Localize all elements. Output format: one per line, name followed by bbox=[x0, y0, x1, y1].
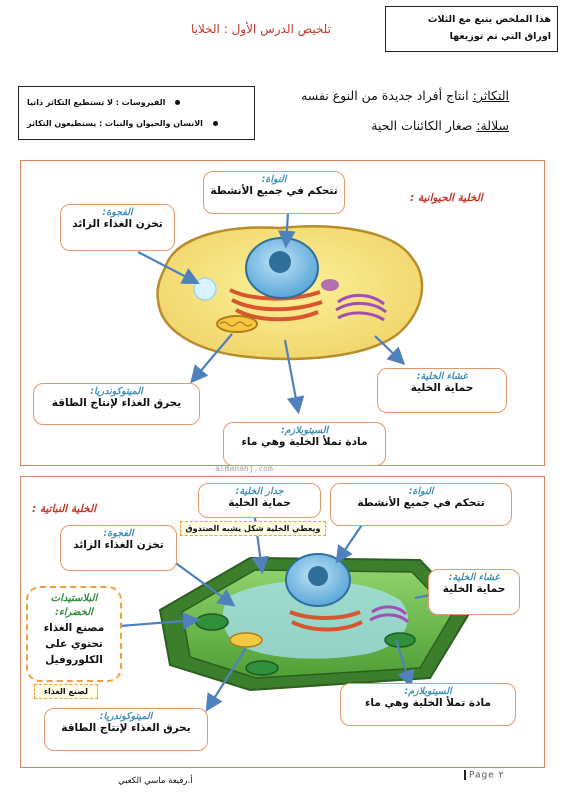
animal-cell-label: الخلية الحيوانية : bbox=[410, 192, 483, 204]
callout-head: النواة: bbox=[261, 174, 287, 185]
callout-head: جدار الخلية: bbox=[235, 486, 284, 497]
callout-body: يحرق الغذاء لإنتاج الطاقة bbox=[51, 397, 182, 409]
top-note-line1: هذا الملخص يتبع مع الثلاث bbox=[427, 14, 551, 25]
callout-head: السيتوبلازم: bbox=[404, 686, 452, 697]
callout-head: الفجوة: bbox=[103, 528, 134, 539]
callout-body: حماية الخلية bbox=[442, 583, 506, 595]
callout-body: تخزن الغذاء الزائد bbox=[72, 218, 163, 230]
callout-head: النواة: bbox=[408, 486, 434, 497]
chloroplast-callout bbox=[26, 586, 122, 682]
chloroplast-note: لصنع الغذاء bbox=[34, 684, 98, 699]
callout-body: يحرق الغذاء لإنتاج الطاقة bbox=[61, 722, 191, 734]
callout-body: مصنع الغذاء bbox=[43, 622, 105, 634]
chloroplast bbox=[196, 614, 228, 630]
divider bbox=[464, 770, 466, 780]
animal-membrane-callout bbox=[377, 368, 507, 413]
callout-head: الميتوكوندريا: bbox=[99, 711, 153, 722]
top-note-line2: اوراق التي تم توزيعها bbox=[449, 31, 551, 42]
plant-mitochondria-callout bbox=[44, 708, 208, 751]
plant-cell-diagram bbox=[160, 554, 470, 690]
virus-item-text: الفيروسات : لا تستطيع التكاثر ذاتيا bbox=[27, 98, 166, 107]
lesson-title: تلخيص الدرس الأول : الخلايا bbox=[191, 22, 331, 36]
plant-cell-wall-callout bbox=[198, 483, 321, 518]
animal-vacuole bbox=[194, 278, 216, 300]
animal-vacuole-callout bbox=[60, 204, 175, 251]
callout-head: الميتوكوندريا: bbox=[90, 386, 143, 397]
plant-cell-label: الخلية النباتية : bbox=[32, 503, 97, 515]
callout-head: الفجوة: bbox=[102, 207, 133, 218]
callout-body: مادة تملأ الخلية وهي ماء bbox=[241, 436, 368, 448]
strain-term: سلالة: bbox=[476, 118, 509, 133]
plant-nucleus-callout bbox=[330, 483, 512, 526]
watermark: almanahj.com bbox=[215, 464, 273, 473]
callout-head: الخضراء: bbox=[55, 607, 93, 618]
callout-body: الكلوروفيل bbox=[45, 654, 103, 666]
callout-body: تتحكم في جميع الأنشطة bbox=[210, 185, 338, 197]
organisms-item-text: الانسان والحيوان والنبات : يستطيعون التكاثر bbox=[27, 119, 203, 128]
animal-cell-diagram bbox=[157, 226, 422, 359]
animal-mitochondria bbox=[217, 316, 257, 332]
animal-cytoplasm-callout bbox=[223, 422, 386, 466]
callout-head: البلاستيدات bbox=[50, 593, 98, 604]
callout-head: السيتوبلازم: bbox=[280, 425, 329, 436]
callout-body: تتحكم في جميع الأنشطة bbox=[357, 497, 485, 509]
animal-mitochondria-callout bbox=[33, 383, 200, 425]
callout-body: مادة تملأ الخلية وهي ماء bbox=[365, 697, 491, 709]
plant-membrane-callout bbox=[428, 569, 520, 615]
callout-body: حماية الخلية bbox=[410, 382, 474, 394]
plant-vacuole-callout bbox=[60, 525, 177, 571]
callout-head: غشاء الخلية: bbox=[448, 572, 500, 583]
callout-body: حماية الخلية bbox=[228, 497, 291, 509]
animal-nucleus-callout bbox=[203, 171, 345, 214]
reproduction-text: انتاج أفراد جديدة من النوع نفسه bbox=[301, 88, 473, 103]
callout-head: غشاء الخلية: bbox=[416, 371, 468, 382]
plant-cytoplasm-callout bbox=[340, 683, 516, 726]
chloroplast bbox=[385, 633, 415, 647]
cell-wall-note: ويعطي الخلية شكل يشبه الصندوق bbox=[180, 521, 326, 536]
footer-page-number bbox=[464, 770, 504, 781]
chloroplast bbox=[246, 661, 278, 675]
reproduction-term: التكاثر: bbox=[472, 88, 509, 103]
footer-author: أ.رقيعة ماسي الكعبي bbox=[118, 776, 193, 786]
callout-body: تخزن الغذاء الزائد bbox=[73, 539, 164, 551]
page-label: Page ٢ bbox=[469, 770, 504, 781]
plant-mitochondria bbox=[230, 633, 262, 647]
callout-body: تحتوي على bbox=[45, 638, 103, 650]
strain-text: صغار الكائنات الحية bbox=[371, 118, 477, 133]
